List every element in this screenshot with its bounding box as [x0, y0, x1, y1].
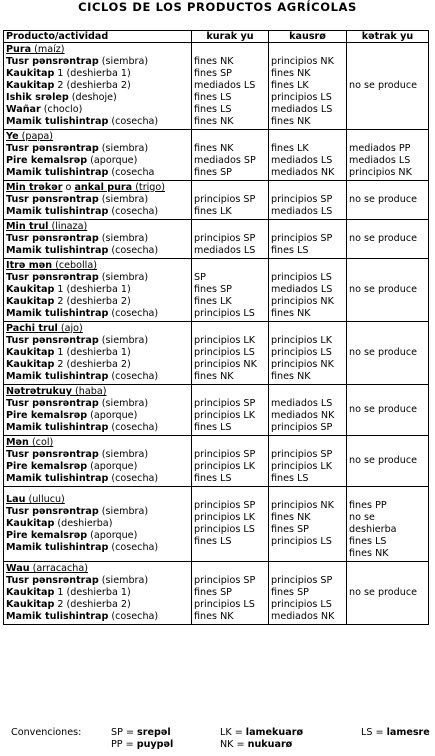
crop-row	[4, 487, 429, 562]
legend-item-nk: NK = nukuarø	[220, 739, 293, 750]
season-value: no se produce	[349, 587, 417, 598]
season-value: fines NK	[194, 371, 234, 382]
season-value: principios NK	[271, 296, 334, 307]
activity-line: Kaukitap 2 (deshierba 2)	[6, 296, 131, 307]
crop-activity-cell	[4, 322, 192, 385]
crop-activity-cell	[4, 385, 192, 436]
season-value: fines LS	[194, 422, 232, 433]
column-header-kausro: kausrø	[269, 31, 347, 43]
season-value: fines SP	[271, 524, 309, 535]
season-cell-ketrak-yu	[347, 130, 429, 181]
season-cell-kurak-yu	[192, 322, 269, 385]
season-value: principios LS	[271, 536, 332, 547]
spacer	[271, 323, 344, 335]
season-cell-ketrak-yu	[347, 436, 429, 487]
activity-line: Tusr pənsrəntrap (siembra)	[6, 575, 149, 586]
season-value: principios SP	[271, 575, 333, 586]
season-value: principios LS	[194, 599, 255, 610]
season-cell-kurak-yu	[192, 259, 269, 322]
season-value: fines NK	[271, 512, 311, 523]
activity-line: Mamik tulishintrap (cosecha)	[6, 473, 159, 484]
activity-line: Mamik tulishintrap (cosecha)	[6, 206, 159, 217]
season-cell-ketrak-yu	[347, 181, 429, 220]
season-value: principios SP	[271, 233, 333, 244]
season-value: fines SP	[194, 167, 232, 178]
season-cell-ketrak-yu	[347, 562, 429, 625]
season-value: fines PP	[349, 500, 387, 511]
season-cell-ketrak-yu	[347, 220, 429, 259]
activity-line: Pire kemalsrəp (aporque)	[6, 530, 138, 541]
season-value: principios SP	[194, 398, 256, 409]
spacer	[271, 182, 344, 194]
column-header-ketrak-yu: kətrak yu	[347, 31, 429, 43]
activity-line: Mamik tulishintrap (cosecha	[6, 167, 155, 178]
season-value: fines LS	[271, 473, 309, 484]
season-value: mediados LS	[271, 155, 333, 166]
activity-line: Wañar (choclo)	[6, 104, 83, 115]
season-value: fines NK	[194, 116, 234, 127]
season-value: fines LK	[194, 206, 232, 217]
season-value: fines NK	[271, 371, 311, 382]
spacer	[194, 488, 266, 500]
activity-line: Pire kemalsrəp (aporque)	[6, 155, 138, 166]
season-value: fines LS	[194, 104, 232, 115]
activity-line: Tusr pənsrəntrap (siembra)	[6, 272, 149, 283]
crop-name: Pachi trul (ajo)	[6, 323, 83, 334]
season-value: fines LS	[194, 92, 232, 103]
activity-line: Tusr pənsrəntrap (siembra)	[6, 143, 149, 154]
legend-item-pp: PP = puypəl	[111, 739, 174, 750]
crop-activity-cell	[4, 130, 192, 181]
season-value: fines NK	[194, 56, 234, 67]
season-value: mediados LS	[271, 284, 333, 295]
spacer	[349, 488, 426, 500]
crop-row	[4, 43, 429, 130]
crop-cycle-table	[3, 30, 429, 625]
activity-line: Mamik tulishintrap (cosecha)	[6, 308, 159, 319]
season-cell-ketrak-yu	[347, 322, 429, 385]
crop-name: Nətrətrukuy (haba)	[6, 386, 107, 397]
crop-row	[4, 130, 429, 181]
table-body	[4, 43, 429, 625]
season-cell-kurak-yu	[192, 220, 269, 259]
spacer	[271, 386, 344, 398]
season-value: fines LS	[194, 473, 232, 484]
spacer	[349, 131, 426, 143]
season-cell-kausro	[269, 130, 347, 181]
spacer	[194, 563, 266, 575]
spacer	[194, 182, 266, 194]
legend-item-sp: SP = srepəl	[111, 727, 171, 738]
activity-line: Mamik tulishintrap (cosecha)	[6, 611, 159, 622]
spacer	[271, 488, 344, 500]
spacer	[194, 131, 266, 143]
season-value: principios LS	[271, 347, 332, 358]
spacer	[194, 221, 266, 233]
season-value: fines LK	[271, 143, 309, 154]
season-value: fines NK	[349, 548, 389, 559]
spacer	[271, 131, 344, 143]
crop-name: Mən (col)	[6, 437, 54, 448]
season-value: principios SP	[194, 575, 256, 586]
season-value: SP	[194, 272, 206, 283]
crop-activity-cell	[4, 259, 192, 322]
season-value: principios SP	[194, 233, 256, 244]
spacer	[194, 323, 266, 335]
activity-line: Pire kemalsrəp (aporque)	[6, 410, 138, 421]
season-value: no se produce	[349, 194, 417, 205]
season-value: no se produce	[349, 347, 417, 358]
activity-line: Tusr pənsrəntrap (siembra)	[6, 506, 149, 517]
season-cell-kausro	[269, 385, 347, 436]
spacer	[194, 386, 266, 398]
season-value: mediados LS	[271, 206, 333, 217]
page-title: CICLOS DE LOS PRODUCTOS AGRÍCOLAS	[78, 0, 357, 14]
activity-line: Tusr pənsrəntrap (siembra)	[6, 233, 149, 244]
spacer	[194, 44, 266, 56]
activity-line: Kaukitap 1 (deshierba 1)	[6, 68, 131, 79]
crop-name: Min trəkər o ankal pura (trigo)	[6, 182, 166, 193]
season-value: no se produce	[349, 80, 417, 91]
season-cell-kausro	[269, 181, 347, 220]
activity-line: Kaukitap 2 (deshierba 2)	[6, 80, 131, 91]
season-value: no se	[349, 512, 375, 523]
season-value: principios LK	[271, 335, 333, 346]
season-cell-ketrak-yu	[347, 487, 429, 562]
season-cell-kurak-yu	[192, 181, 269, 220]
season-cell-kausro	[269, 436, 347, 487]
activity-line: Mamik tulishintrap (cosecha)	[6, 542, 159, 553]
table-header-row	[4, 31, 429, 43]
season-value: principios NK	[271, 500, 334, 511]
season-cell-kausro	[269, 259, 347, 322]
season-value: principios LS	[271, 599, 332, 610]
crop-row	[4, 385, 429, 436]
season-value: fines NK	[271, 116, 311, 127]
season-value: mediados LS	[194, 80, 256, 91]
season-value: principios SP	[194, 194, 256, 205]
activity-line: Kaukitap 1 (deshierba 1)	[6, 284, 131, 295]
activity-line: Mamik tulishintrap (cosecha)	[6, 422, 159, 433]
crop-name: Ye (papa)	[6, 131, 54, 142]
activity-line: Tusr pənsrəntrap (siembra)	[6, 335, 149, 346]
season-value: principios LS	[194, 347, 255, 358]
season-value: no se produce	[349, 404, 417, 415]
season-cell-kausro	[269, 43, 347, 130]
crop-name: Min trul (linaza)	[6, 221, 88, 232]
season-cell-kurak-yu	[192, 562, 269, 625]
season-cell-kausro	[269, 220, 347, 259]
crop-activity-cell	[4, 562, 192, 625]
column-header-kurak-yu: kurak yu	[192, 31, 269, 43]
spacer	[271, 44, 344, 56]
crop-row	[4, 322, 429, 385]
season-value: principios SP	[271, 194, 333, 205]
season-value: principios LK	[194, 410, 256, 421]
season-value: principios NK	[271, 56, 334, 67]
crop-row	[4, 436, 429, 487]
activity-line: Kaukitap 2 (deshierba 2)	[6, 599, 131, 610]
season-value: principios LS	[271, 272, 332, 283]
season-cell-kausro	[269, 487, 347, 562]
season-value: mediados LS	[194, 245, 256, 256]
season-value: fines LS	[194, 536, 232, 547]
season-value: principios LK	[194, 461, 256, 472]
season-value: fines NK	[271, 308, 311, 319]
season-value: principios LK	[194, 512, 256, 523]
season-value: principios LK	[194, 335, 256, 346]
activity-line: Mamik tulishintrap (cosecha)	[6, 245, 159, 256]
season-value: fines NK	[271, 68, 311, 79]
activity-line: Kaukitap 2 (deshierba 2)	[6, 359, 131, 370]
season-cell-ketrak-yu	[347, 43, 429, 130]
crop-activity-cell	[4, 487, 192, 562]
season-cell-kurak-yu	[192, 487, 269, 562]
activity-line: Tusr pənsrəntrap (siembra)	[6, 194, 149, 205]
season-cell-kurak-yu	[192, 130, 269, 181]
crop-name: Pura (maíz)	[6, 44, 65, 55]
activity-line: Kaukitap 1 (deshierba 1)	[6, 347, 131, 358]
season-value: fines LS	[349, 536, 387, 547]
season-cell-kurak-yu	[192, 43, 269, 130]
spacer	[271, 563, 344, 575]
season-cell-kurak-yu	[192, 436, 269, 487]
season-cell-kausro	[269, 322, 347, 385]
crop-activity-cell	[4, 181, 192, 220]
legend-item-ls: LS = lamesre	[361, 727, 430, 738]
season-value: principios LS	[194, 308, 255, 319]
spacer	[194, 260, 266, 272]
season-value: no se produce	[349, 233, 417, 244]
activity-line: Tusr pənsrəntrap (siembra)	[6, 398, 149, 409]
season-value: mediados LS	[271, 104, 333, 115]
season-value: mediados SP	[194, 155, 256, 166]
season-value: principios SP	[194, 449, 256, 460]
season-value: fines SP	[194, 587, 232, 598]
activity-line: Tusr pənsrəntrap (siembra)	[6, 56, 149, 67]
season-value: principios LS	[271, 92, 332, 103]
season-value: principios SP	[271, 422, 333, 433]
season-value: fines SP	[271, 587, 309, 598]
crop-name: Lau (ullucu)	[6, 494, 65, 505]
column-header-producto: Producto/actividad	[4, 31, 192, 43]
season-value: principios LK	[271, 461, 333, 472]
season-cell-kurak-yu	[192, 385, 269, 436]
season-value: mediados LS	[349, 155, 411, 166]
season-value: fines LS	[271, 245, 309, 256]
activity-line: Kaukitap (deshierba)	[6, 518, 113, 529]
season-value: principios NK	[194, 359, 257, 370]
season-value: principios SP	[271, 449, 333, 460]
season-value: fines SP	[194, 284, 232, 295]
crop-row	[4, 181, 429, 220]
season-value: mediados NK	[271, 167, 335, 178]
crop-name: Wau (arracacha)	[6, 563, 88, 574]
legend-label: Convenciones:	[11, 727, 82, 738]
season-value: mediados LS	[271, 398, 333, 409]
season-value: fines NK	[194, 143, 234, 154]
crop-activity-cell	[4, 436, 192, 487]
season-cell-kausro	[269, 562, 347, 625]
season-cell-ketrak-yu	[347, 385, 429, 436]
crop-name: Itrə mən (cebolla)	[6, 260, 97, 271]
crop-row	[4, 259, 429, 322]
season-value: fines SP	[194, 68, 232, 79]
crop-row	[4, 220, 429, 259]
crop-activity-cell	[4, 43, 192, 130]
activity-line: Ishik srəlep (deshoje)	[6, 92, 117, 103]
legend-item-lk: LK = lamekuarø	[220, 727, 304, 738]
activity-line: Mamik tulishintrap (cosecha)	[6, 371, 159, 382]
activity-line: Pire kemalsrəp (aporque)	[6, 461, 138, 472]
season-value: mediados NK	[271, 410, 335, 421]
season-value: principios NK	[349, 167, 412, 178]
activity-line: Kaukitap 1 (deshierba 1)	[6, 587, 131, 598]
season-value: no se produce	[349, 284, 417, 295]
spacer	[271, 221, 344, 233]
activity-line: Mamik tulishintrap (cosecha)	[6, 116, 159, 127]
season-cell-ketrak-yu	[347, 259, 429, 322]
season-value: fines NK	[194, 611, 234, 622]
spacer	[271, 437, 344, 449]
season-value: mediados PP	[349, 143, 411, 154]
crop-activity-cell	[4, 220, 192, 259]
crop-row	[4, 562, 429, 625]
season-value: deshierba	[349, 524, 397, 535]
activity-line: Tusr pənsrəntrap (siembra)	[6, 449, 149, 460]
season-value: no se produce	[349, 455, 417, 466]
season-value: mediados NK	[271, 611, 335, 622]
spacer	[271, 260, 344, 272]
season-value: principios NK	[271, 359, 334, 370]
season-value: fines LK	[194, 296, 232, 307]
season-value: fines LK	[271, 80, 309, 91]
season-value: principios LS	[194, 524, 255, 535]
season-value: principios SP	[194, 500, 256, 511]
spacer	[194, 437, 266, 449]
